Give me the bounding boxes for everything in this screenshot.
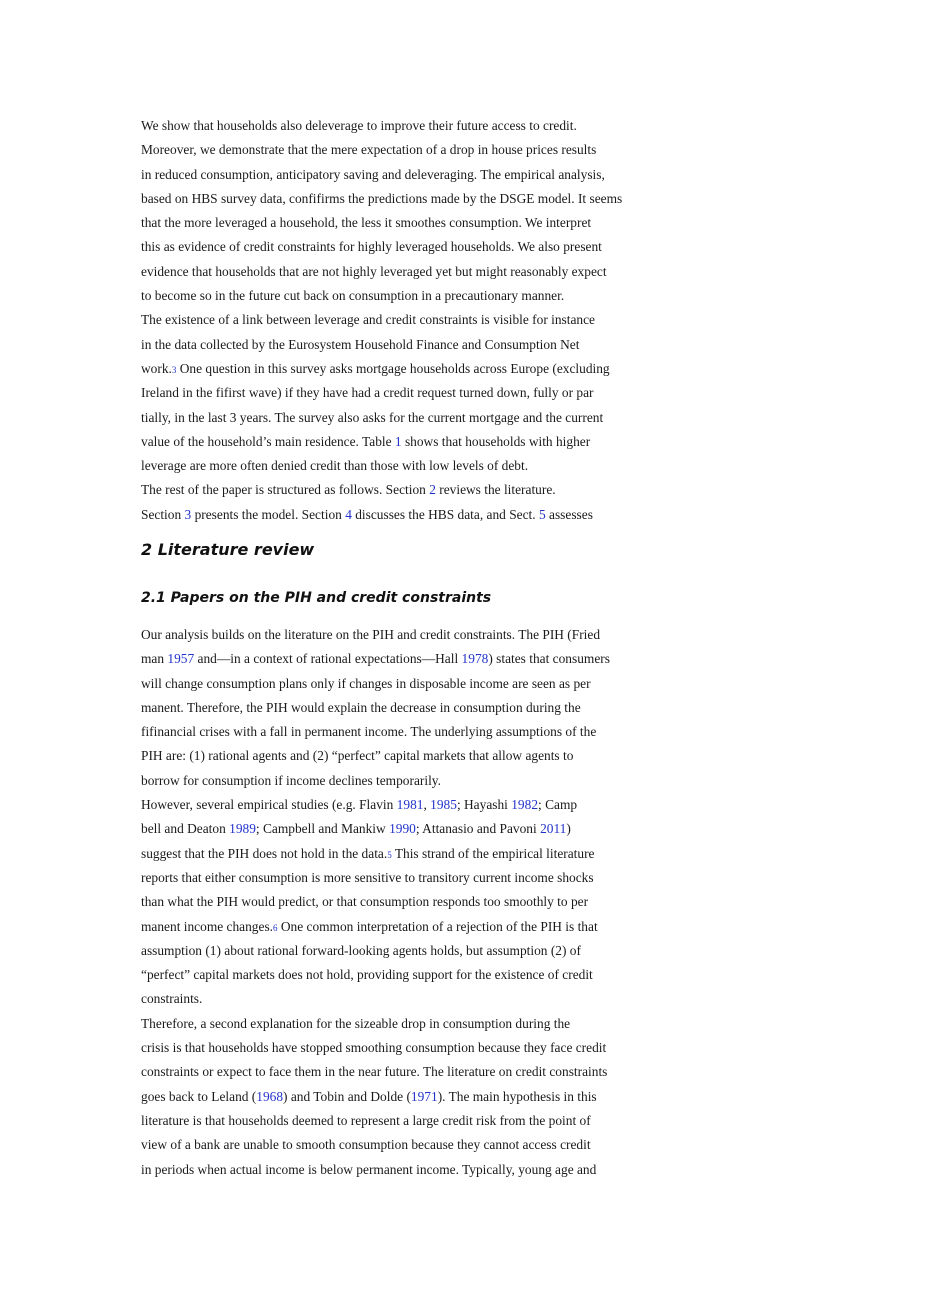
text-span: However, several empirical studies (e.g. Flavin (141, 797, 397, 813)
text-span: in periods when actual income is below permanent income. Typically, young age and (141, 1161, 597, 1177)
text-line (141, 793, 701, 817)
footnote-marker[interactable]: 6 (273, 922, 278, 933)
text-span: view of a bank are unable to smooth consumption because they cannot access credit (141, 1137, 591, 1153)
text-span: One question in this survey asks mortgage households across Europe (excluding (176, 360, 610, 376)
text-span: ; Campbell and Mankiw (255, 821, 390, 837)
text-span: in reduced consumption, anticipatory saving and deleveraging. The empirical analysis, (141, 166, 605, 182)
citation-link[interactable]: 2 (429, 482, 436, 498)
citation-link[interactable]: 1968 (256, 1088, 284, 1104)
text-line (141, 769, 701, 793)
text-span: evidence that households that are not highly leveraged yet but might reasonably expect (141, 263, 607, 279)
text-span: , (423, 797, 431, 813)
subsection-heading: 2.1 Papers on the PIH and credit constraints (141, 590, 492, 606)
text-span: value of the household’s main residence. Table (141, 433, 395, 449)
text-line (141, 381, 701, 405)
text-span: presents the model. Section (191, 506, 346, 522)
text-span: and—in a context of rational expectations—Hall (194, 651, 462, 667)
text-span: manent. Therefore, the PIH would explain the decrease in consumption during the (141, 699, 581, 715)
text-span: discusses the HBS data, and Sect. (351, 506, 539, 522)
citation-link[interactable]: 5 (538, 506, 546, 522)
literature-review-body (141, 623, 701, 1182)
text-span: Our analysis builds on the literature on the PIH and credit constraints. The PIH (Fried (141, 627, 601, 642)
text-line (141, 1158, 701, 1182)
text-span: manent income changes. (141, 918, 273, 934)
text-span: ) and Tobin and Dolde ( (283, 1088, 411, 1104)
text-span: Moreover, we demonstrate that the mere expectation of a drop in house prices results (141, 142, 597, 158)
text-span: ) states that consumers (488, 651, 610, 667)
text-line (141, 138, 701, 162)
text-line (141, 1133, 701, 1157)
citation-link[interactable]: 3 (184, 506, 192, 522)
text-span: reports that either consumption is more sensitive to transitory current income shocks (141, 869, 594, 885)
text-span: PIH are: (1) rational agents and (2) “perfect” capital markets that allow agents to (141, 748, 574, 764)
text-span: constraints. (141, 991, 203, 1007)
text-line (141, 672, 701, 696)
text-line (141, 163, 701, 187)
text-span: bell and Deaton (141, 821, 230, 837)
citation-link[interactable]: 4 (345, 506, 352, 522)
text-span: this as evidence of credit constraints for highly leveraged households. We also present (141, 239, 602, 255)
text-span: literature is that households deemed to represent a large credit risk from the point of (141, 1112, 591, 1128)
text-span: leverage are more often denied credit than those with low levels of debt. (141, 458, 529, 474)
text-span: The existence of a link between leverage and credit constraints is visible for instance (141, 312, 595, 328)
text-span: We show that households also deleverage to improve their future access to credit. (141, 118, 577, 133)
text-span: ; Attanasio and Pavoni (415, 821, 541, 837)
text-line (141, 939, 701, 963)
text-span: ; Hayashi (456, 797, 512, 813)
text-line (141, 308, 701, 332)
text-span: assumption (1) about rational forward-looking agents holds, but assumption (2) of (141, 942, 581, 958)
text-span: suggest that the PIH does not hold in the data. (141, 845, 388, 861)
text-line (141, 333, 701, 357)
text-span: will change consumption plans only if changes in disposable income are seen as per (141, 675, 591, 691)
text-span: work. (141, 360, 172, 376)
text-line (141, 647, 701, 671)
text-line (141, 987, 701, 1011)
text-line (141, 744, 701, 768)
text-span: goes back to Leland ( (141, 1088, 257, 1104)
text-line (141, 430, 701, 454)
text-span: ; Camp (538, 797, 578, 813)
footnote-marker[interactable]: 3 (171, 364, 177, 375)
section-heading: 2 Literature review (141, 540, 315, 559)
text-line (141, 963, 701, 987)
text-span: constraints or expect to face them in the near future. The literature on credit constraints (141, 1064, 608, 1080)
citation-link[interactable]: 1981 (396, 797, 424, 813)
citation-link[interactable]: 1982 (511, 797, 539, 813)
text-line (141, 915, 701, 939)
text-line (141, 696, 701, 720)
text-line (141, 260, 701, 284)
text-line (141, 817, 701, 841)
text-line (141, 235, 701, 259)
text-line (141, 478, 701, 502)
text-span: assesses (545, 506, 593, 522)
text-span: Section (141, 506, 185, 522)
text-line (141, 1060, 701, 1084)
text-line (141, 866, 701, 890)
text-span: fifinancial crises with a fall in permanent income. The underlying assumptions of the (141, 724, 597, 740)
text-span: tially, in the last 3 years. The survey also asks for the current mortgage and the current (141, 409, 604, 425)
text-span: shows that households with higher (401, 433, 591, 449)
text-line (141, 1085, 701, 1109)
text-line (141, 1036, 701, 1060)
text-line (141, 211, 701, 235)
text-line (141, 720, 701, 744)
text-span: “perfect” capital markets does not hold, providing support for the existence of credit (141, 967, 593, 983)
text-span: than what the PIH would predict, or that consumption responds too smoothly to per (141, 894, 589, 910)
text-span: ). The main hypothesis in this (437, 1088, 597, 1104)
text-line (141, 842, 701, 866)
citation-link[interactable]: 2011 (540, 821, 567, 837)
text-span: reviews the literature. (435, 482, 556, 498)
text-line (141, 284, 701, 308)
citation-link[interactable]: 1978 (461, 651, 489, 667)
text-span: The rest of the paper is structured as follows. Section (141, 482, 430, 498)
text-line (141, 406, 701, 430)
text-span: man (141, 651, 168, 667)
text-span: This strand of the empirical literature (391, 845, 595, 861)
citation-link[interactable]: 1990 (389, 821, 416, 837)
text-span: borrow for consumption if income declines temporarily. (141, 772, 441, 788)
text-span: Therefore, a second explanation for the sizeable drop in consumption during the (141, 1015, 571, 1031)
text-line (141, 114, 701, 138)
text-line (141, 187, 701, 211)
citation-link[interactable]: 1 (394, 433, 402, 449)
text-span: Ireland in the fifirst wave) if they have had a credit request turned down, fully or par (141, 385, 594, 401)
text-span: that the more leveraged a household, the less it smoothes consumption. We interpret (141, 215, 592, 231)
text-line (141, 357, 701, 381)
text-line (141, 454, 701, 478)
intro-paragraphs (141, 114, 701, 527)
text-line (141, 890, 701, 914)
citation-link[interactable]: 1985 (430, 797, 457, 813)
text-span: One common interpretation of a rejection of the PIH is that (277, 918, 598, 934)
footnote-marker[interactable]: 5 (387, 849, 392, 860)
text-span: in the data collected by the Eurosystem Household Finance and Consumption Net (141, 336, 580, 352)
text-span: crisis is that households have stopped smoothing consumption because they face credit (141, 1040, 607, 1056)
text-line (141, 1109, 701, 1133)
text-span: based on HBS survey data, confifirms the predictions made by the DSGE model. It seems (141, 190, 623, 206)
text-line (141, 1012, 701, 1036)
text-line (141, 503, 701, 527)
text-span: to become so in the future cut back on consumption in a precautionary manner. (141, 288, 565, 304)
citation-link[interactable]: 1971 (410, 1088, 438, 1104)
text-span: ) (566, 821, 571, 837)
citation-link[interactable]: 1989 (229, 821, 256, 837)
citation-link[interactable]: 1957 (167, 651, 195, 667)
text-line (141, 623, 701, 647)
